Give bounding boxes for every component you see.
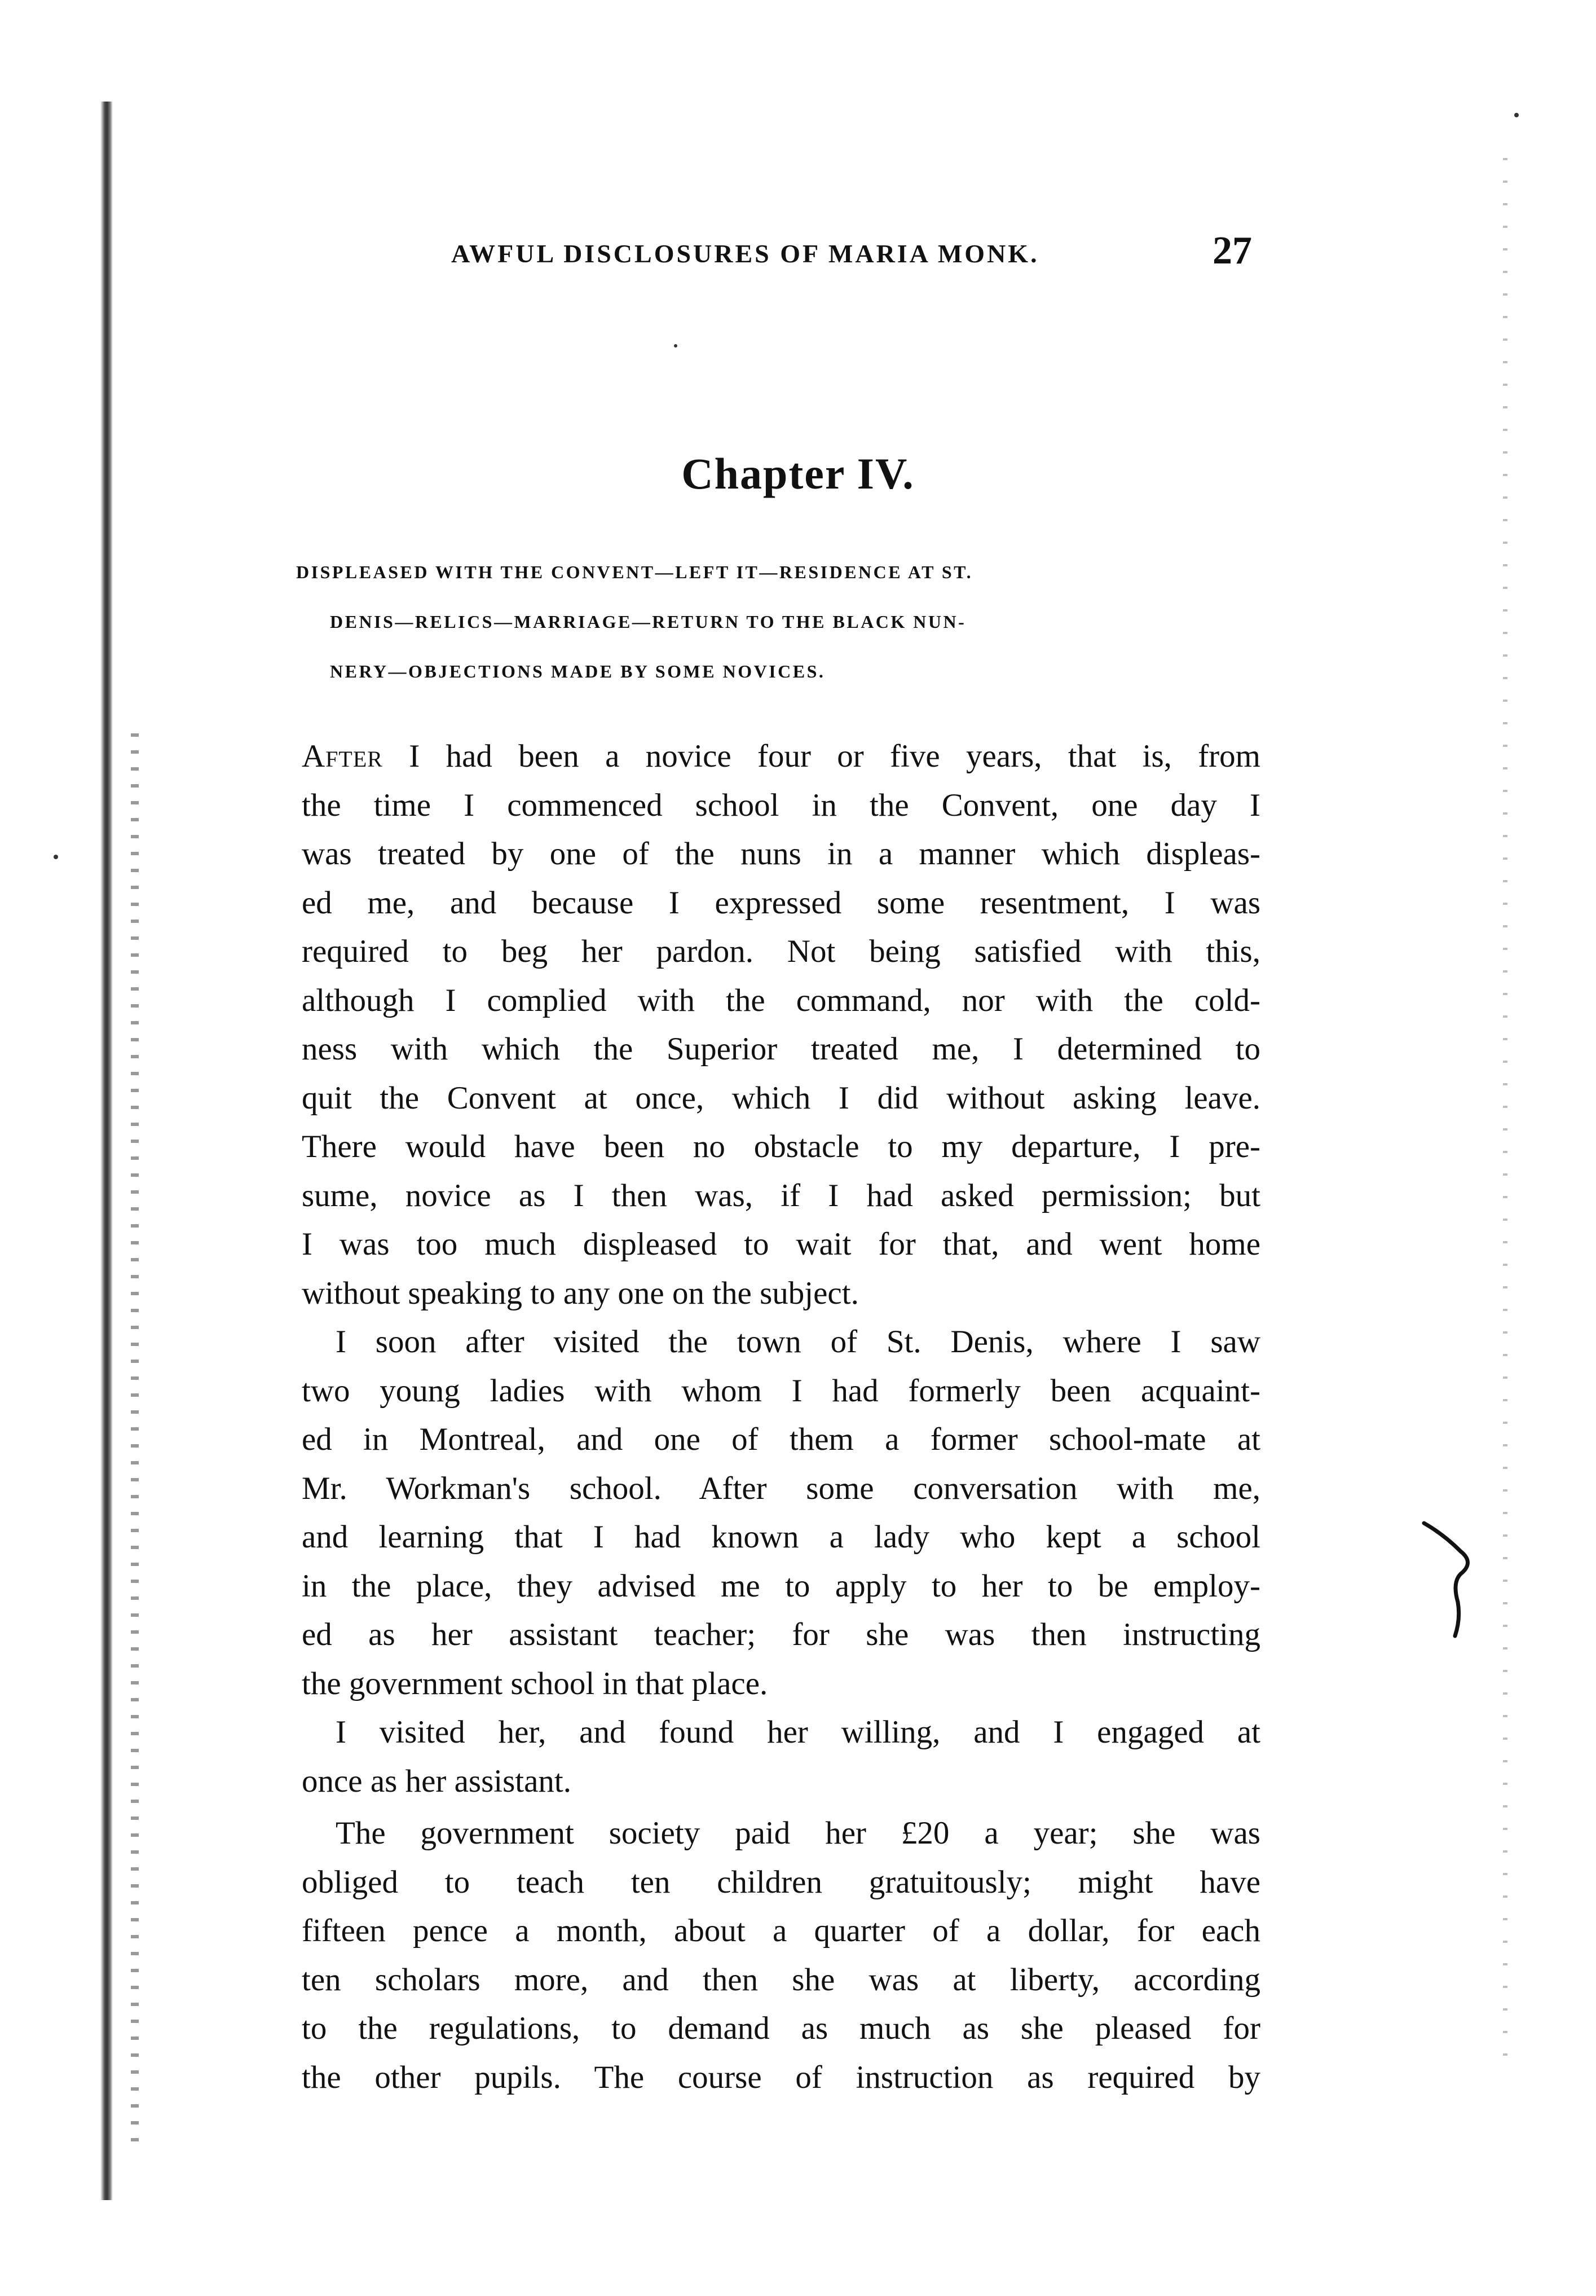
text-line: once as her assistant. (302, 1763, 572, 1799)
synopsis-line: DISPLEASED WITH THE CONVENT—LEFT IT—RESIDENCE AT ST. (296, 562, 973, 582)
text-line: I was too much displeased to wait for that, and went home (302, 1226, 1260, 1262)
body-text (302, 732, 1260, 2102)
scan-right-edge (1503, 158, 1507, 2076)
scan-binding-shadow (131, 733, 139, 2144)
page-number: 27 (1213, 229, 1252, 272)
text-line: ed as her assistant teacher; for she was then instructing (302, 1617, 1260, 1652)
scan-speck (674, 344, 677, 348)
text-line: the government school in that place. (302, 1665, 768, 1701)
running-title: AWFUL DISCLOSURES OF MARIA MONK. (451, 239, 1039, 268)
text-line: ed in Montreal, and one of them a former school-mate at (302, 1422, 1260, 1457)
synopsis-line: NERY—OBJECTIONS MADE BY SOME NOVICES. (330, 661, 826, 681)
scan-binding-edge (100, 102, 113, 2200)
text-line: the other pupils. The course of instruction as required by (302, 2059, 1260, 2095)
margin-pencil-mark (1421, 1512, 1494, 1642)
chapter-synopsis (296, 547, 1266, 696)
text-line: required to beg her pardon. Not being satisfied with this, (302, 934, 1260, 969)
text-line: I visited her, and found her willing, and I engaged at (336, 1714, 1260, 1750)
drop-word: After (302, 738, 383, 774)
text-line: ten scholars more, and then she was at liberty, according (302, 1961, 1260, 1998)
text-line: the time I commenced school in the Convent, one day I (302, 787, 1260, 823)
text-line: quit the Convent at once, which I did without asking leave. (302, 1080, 1260, 1116)
text-line: After I had been a novice four or five years, that is, from (302, 738, 1260, 774)
text-line: There would have been no obstacle to my departure, I pre- (302, 1129, 1260, 1164)
text-line: Mr. Workman's school. After some conversation with me, (302, 1470, 1260, 1506)
text-line: although I complied with the command, nor with the cold- (302, 982, 1260, 1018)
text-line: two young ladies with whom I had formerly been acquaint- (302, 1373, 1260, 1409)
running-header (417, 229, 1252, 279)
scan-speck (1514, 113, 1519, 117)
text-line: sume, novice as I then was, if I had asked permission; but (302, 1177, 1260, 1213)
text-line: was treated by one of the nuns in a manner which displeas- (302, 836, 1260, 872)
scan-speck (54, 855, 58, 859)
text-line: and learning that I had known a lady who kept a school (302, 1519, 1260, 1555)
text-line: fifteen pence a month, about a quarter of a dollar, for each (302, 1913, 1260, 1948)
text-line: obliged to teach ten children gratuitously; might have (302, 1864, 1260, 1900)
chapter-title: Chapter IV. (681, 449, 915, 498)
text-line: ed me, and because I expressed some resentment, I was (302, 885, 1260, 921)
text-line: without speaking to any one on the subject. (302, 1275, 859, 1311)
text-line: to the regulations, to demand as much as she pleased for (302, 2011, 1260, 2046)
text-line: I soon after visited the town of St. Denis, where I saw (336, 1324, 1260, 1360)
text-line: ness with which the Superior treated me, I determined to (302, 1031, 1260, 1067)
text-line: in the place, they advised me to apply to her to be employ- (302, 1568, 1260, 1604)
text-line: The government society paid her £20 a year; she was (336, 1815, 1260, 1851)
synopsis-line: DENIS—RELICS—MARRIAGE—RETURN TO THE BLACK NUN- (330, 612, 967, 632)
